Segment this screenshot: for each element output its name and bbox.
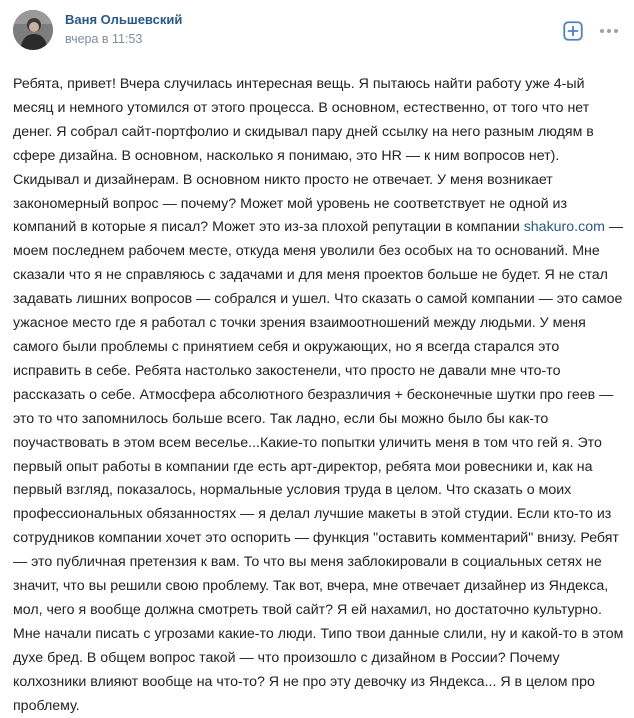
user-photo-icon [13,10,53,50]
post-text-part-1: Ребята, привет! Вчера случилась интересная вещь. Я пытаюсь найти работу уже 4-ый месяц и немного утомился от этого процесса. В основном, естественно, от того что нет денег. Я собрал сайт-портфолио и скидывал пару дней ссылку на него разным людям в сфере дизайна. В основном, насколько я понимаю, это HR — к ним вопросов нет). Скидывал и дизайнерам. В основном никто просто не отвечает. У меня возникает закономерный вопрос — почему? Может мой уровень не соответствует не одной из компаний в которые я писал? Может это из-за плохой репутации в компании [13,76,594,236]
ellipsis-icon [597,19,621,43]
author-name[interactable]: Ваня Ольшевский [65,12,183,27]
author-avatar[interactable] [13,10,53,50]
plus-square-icon [561,19,585,43]
post-paragraph [13,73,625,718]
post-body [13,73,625,718]
post-text-part-2: — моем последнем рабочем месте, откуда меня уволили без особых на то оснований. Мне сказали что я не справляюсь с задачами и для меня проектов больше не будет. Я не стал задавать лишних вопросов — собрался и ушел. Что сказать о самой компании — это самое ужасное место где я работал с точки зрения взаимоотношений между людьми. У меня самого были проблемы с принятием себя и окружающих, но я всегда старался это исправить в себе. Ребята настолько закостенели, что просто не давали мне что-то рассказать о себе. Атмосфера абсолютного безразличия + бесконечные шутки про геев — это то что запомнилось больше всего. Так ладно, если бы можно было бы как-то поучаствовать в этом всем веселье...Какие-то попытки уличить меня в том что гей я. Это первый опыт работы в компании где есть арт-директор, ребята мои ровесники и, как на первый взгляд, показалось, нормальные условия труда в целом. Что сказать о моих профессиональных обязанностях — я делал лучшие макеты в этой студии. Если кто-то из сотрудников компании хочет это оспорить — функция "оставить комментарий" внизу. Ребят — это публичная претензия к вам. То что вы меня заблокировали в социальных сетях не значит, что вы решили свою проблему. Так вот, вчера, мне отвечает дизайнер из Яндекса, мол, чего я вообще должна смотреть твой сайт? Я ей нахамил, но достаточно культурно. Мне начали писать с угрозами какие-то люди. Типо твои данные слили, ну и какой-то в этом духе бред. В общем вопрос такой — что произошло с дизайном в России? Почему колхозники влияют вообще на что-то? Я не про эту девочку из Яндекса... Я в целом про проблему. [13,219,624,714]
more-options-button[interactable] [597,19,621,43]
post-timestamp[interactable]: вчера в 11:53 [65,32,143,46]
post-link[interactable]: shakuro.com [523,219,605,236]
add-button[interactable] [561,19,585,43]
